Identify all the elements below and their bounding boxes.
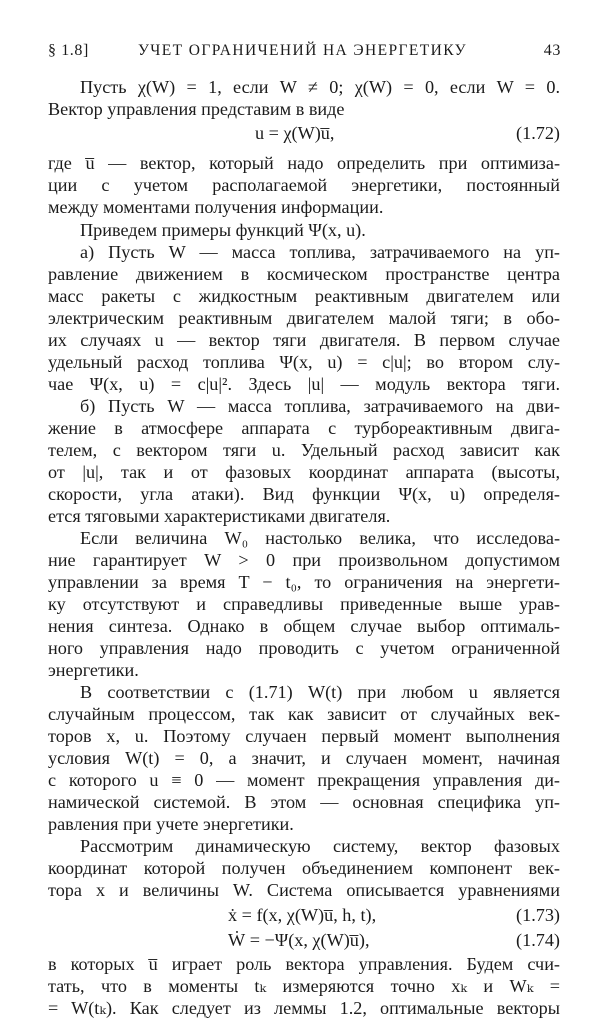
text-line: телем, с вектором тяги u. Удельный расход зависит как	[48, 440, 560, 460]
text-line: Пусть χ(W) = 1, если W ≠ 0; χ(W) = 0, если W = 0.	[80, 77, 560, 97]
text-line: В соответствии с (1.71) W(t) при любом u является	[80, 682, 560, 702]
text-line: нения синтеза. Однако в общем случае выбор оптималь-	[48, 616, 560, 636]
equation-number: (1.73)	[516, 905, 560, 925]
text-line: случайным процессом, так как зависит от случайных век-	[48, 704, 560, 724]
text-line: тора x и величины W. Система описывается уравнениями	[48, 880, 560, 900]
equation: u = χ(W)u̅,	[255, 123, 335, 143]
text-line: электрическим реактивным двигателем малой тяги; в обо-	[48, 308, 560, 328]
equation: ẋ = f(x, χ(W)u̅, h, t),	[228, 905, 377, 925]
text-line: ку отсутствуют и справедливы приведенные выше урав-	[48, 594, 560, 614]
text-line: ции с учетом располагаемой энергетики, постоянный	[48, 175, 560, 195]
text-line: координат которой получен объединением компонент век-	[48, 858, 560, 878]
text-line: ние гарантирует W > 0 при произвольном допустимом	[48, 550, 560, 570]
text-line: Рассмотрим динамическую систему, вектор фазовых	[80, 836, 560, 856]
section-marker: § 1.8]	[48, 42, 89, 59]
text-line: намической системой. В этом — основная специфика уп-	[48, 792, 560, 812]
text-line: где u̅ — вектор, который надо определить при оптимиза-	[48, 153, 560, 173]
text-line: жение в атмосфере аппарата с турбореактивным двига-	[48, 418, 560, 438]
text-line: ется тяговыми характеристиками двигателя.	[48, 506, 391, 526]
text-line: управлении за время T − t₀, то ограничения на энергети-	[48, 572, 560, 592]
text-line: равления при учете энергетики.	[48, 814, 294, 834]
text-line: б) Пусть W — масса топлива, затрачиваемого на дви-	[80, 396, 560, 416]
text-line: ного управления надо проводить с учетом ограниченной	[48, 638, 560, 658]
equation-number: (1.74)	[516, 930, 560, 950]
text-line: тать, что в моменты tₖ измеряются точно xₖ и Wₖ =	[48, 976, 560, 996]
text-line: равление движением в космическом пространстве центра	[48, 264, 560, 284]
text-line: скорости, угла атаки). Вид функции Ψ(x, u) определя-	[48, 484, 560, 504]
equation: Ẇ = −Ψ(x, χ(W)u̅),	[228, 930, 370, 950]
text-line: масс ракеты с жидкостным реактивным двигателем или	[48, 286, 560, 306]
text-line: между моментами получения информации.	[48, 197, 384, 217]
text-line: условия W(t) = 0, а значит, и случаен момент, начиная	[48, 748, 560, 768]
text-line: с которого u ≡ 0 — момент прекращения управления ди-	[48, 770, 560, 790]
text-line: удельный расход топлива Ψ(x, u) = c|u|; во втором слу-	[48, 352, 560, 372]
equation-number: (1.72)	[516, 123, 560, 143]
text-line: чае Ψ(x, u) = c|u|². Здесь |u| — модуль вектора тяги.	[48, 374, 560, 394]
text-line: = W(tₖ). Как следует из леммы 1.2, оптимальные векторы	[48, 998, 560, 1018]
text-line: Если величина W₀ настолько велика, что исследова-	[80, 528, 560, 548]
text-line: в которых u̅ играет роль вектора управления. Будем счи-	[48, 954, 560, 974]
text-line: торов x, u. Поэтому случаен первый момент выполнения	[48, 726, 560, 746]
running-head: УЧЕТ ОГРАНИЧЕНИЙ НА ЭНЕРГЕТИКУ	[137, 42, 468, 59]
text-line: Приведем примеры функций Ψ(x, u).	[80, 220, 366, 240]
text-line: Вектор управления представим в виде	[48, 99, 345, 119]
text-line: их случаях u — вектор тяги двигателя. В первом случае	[48, 330, 560, 350]
text-line: от |u|, так и от фазовых координат аппарата (высоты,	[48, 462, 560, 482]
text-line: энергетики.	[48, 660, 139, 680]
page-number: 43	[543, 42, 561, 59]
text-line: а) Пусть W — масса топлива, затрачиваемого на уп-	[80, 242, 560, 262]
